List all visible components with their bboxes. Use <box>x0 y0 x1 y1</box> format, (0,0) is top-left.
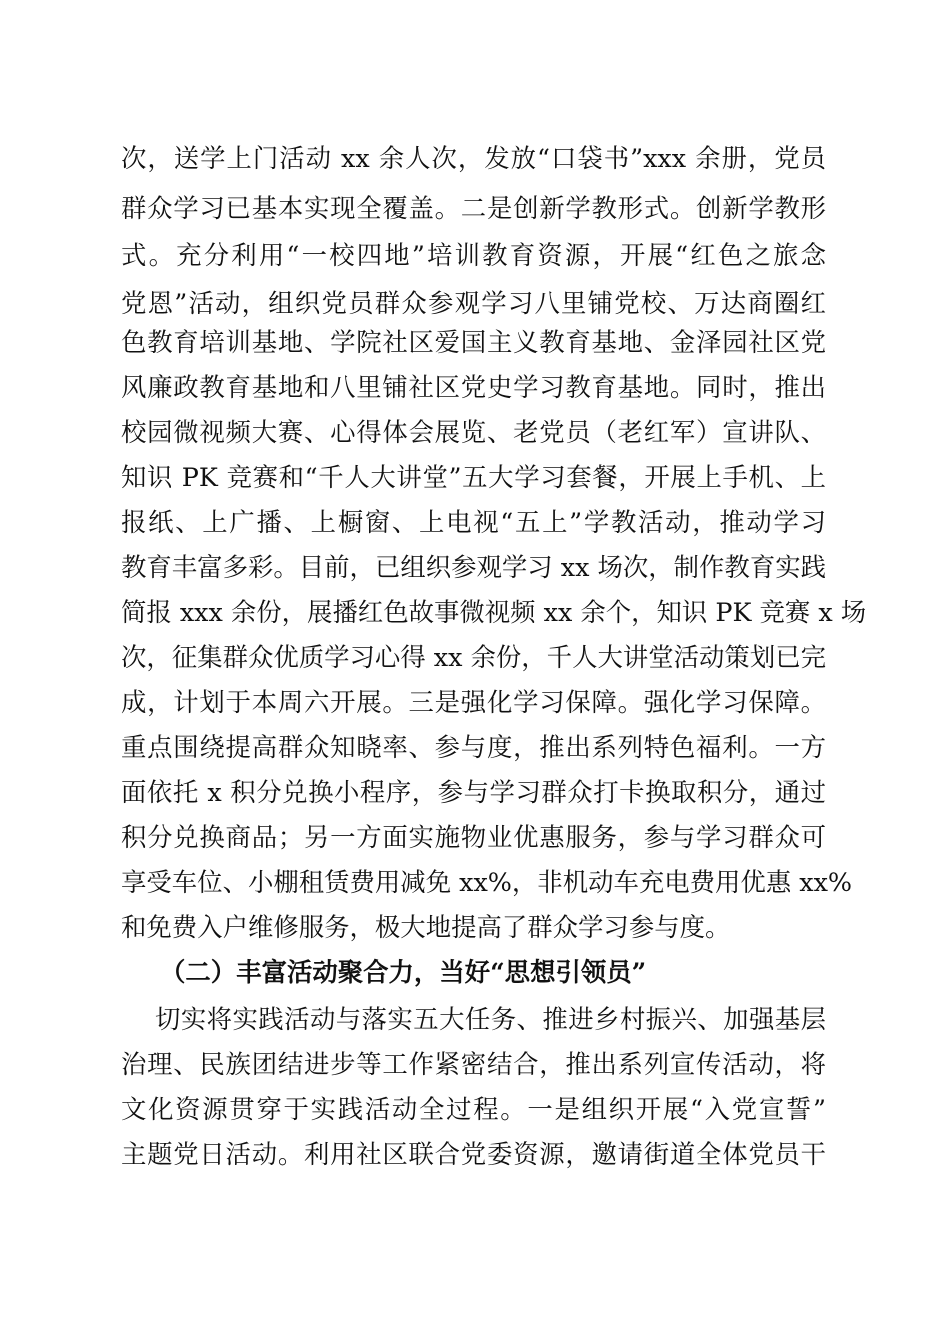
body-text-line: 重点围绕提高群众知晓率、参与度，推出系列特色福利。一方 <box>121 732 826 762</box>
body-text-line: 面依托 x 积分兑换小程序，参与学习群众打卡换取积分，通过 <box>121 777 826 807</box>
body-text-line: 治理、民族团结进步等工作紧密结合，推出系列宣传活动，将 <box>121 1049 826 1079</box>
body-text-line: 简报 xxx 余份，展播红色故事微视频 xx 余个，知识 PK 竞赛 x 场 <box>121 597 867 627</box>
body-text-line: 色教育培训基地、学院社区爱国主义教育基地、金泽园社区党 <box>121 327 826 357</box>
body-text-line: 享受车位、小棚租赁费用减免 xx%，非机动车充电费用优惠 xx% <box>121 867 853 897</box>
body-text-line: 主题党日活动。利用社区联合党委资源，邀请街道全体党员干 <box>121 1139 826 1169</box>
body-text-line: 切实将实践活动与落实五大任务、推进乡村振兴、加强基层 <box>155 1004 826 1034</box>
body-text-line: 校园微视频大赛、心得体会展览、老党员（老红军）宣讲队、 <box>121 417 826 447</box>
body-text-line: 次，送学上门活动 xx 余人次，发放“口袋书”xxx 余册，党员 <box>121 143 826 173</box>
body-text-line: 群众学习已基本实现全覆盖。二是创新学教形式。创新学教形 <box>121 193 826 223</box>
body-text-line: 党恩”活动，组织党员群众参观学习八里铺党校、万达商圈红 <box>121 288 826 318</box>
body-text-line: 文化资源贯穿于实践活动全过程。一是组织开展“入党宣誓” <box>121 1094 826 1124</box>
body-text-line: 风廉政教育基地和八里铺社区党史学习教育基地。同时，推出 <box>121 372 826 402</box>
body-text-line: 式。充分利用“一校四地”培训教育资源，开展“红色之旅念 <box>121 240 826 270</box>
body-text-line: 成，计划于本周六开展。三是强化学习保障。强化学习保障。 <box>121 687 826 717</box>
body-text-line: 和免费入户维修服务，极大地提高了群众学习参与度。 <box>121 912 731 942</box>
body-text-line: 教育丰富多彩。目前，已组织参观学习 xx 场次，制作教育实践 <box>121 552 826 582</box>
body-text-line: 积分兑换商品；另一方面实施物业优惠服务，参与学习群众可 <box>121 822 826 852</box>
body-text-line: 次，征集群众优质学习心得 xx 余份，千人大讲堂活动策划已完 <box>121 642 826 672</box>
section-heading: （二）丰富活动聚合力，当好“思想引领员” <box>160 957 647 987</box>
body-text-line: 报纸、上广播、上橱窗、上电视“五上”学教活动，推动学习 <box>121 507 826 537</box>
body-text-line: 知识 PK 竞赛和“千人大讲堂”五大学习套餐，开展上手机、上 <box>121 462 826 492</box>
